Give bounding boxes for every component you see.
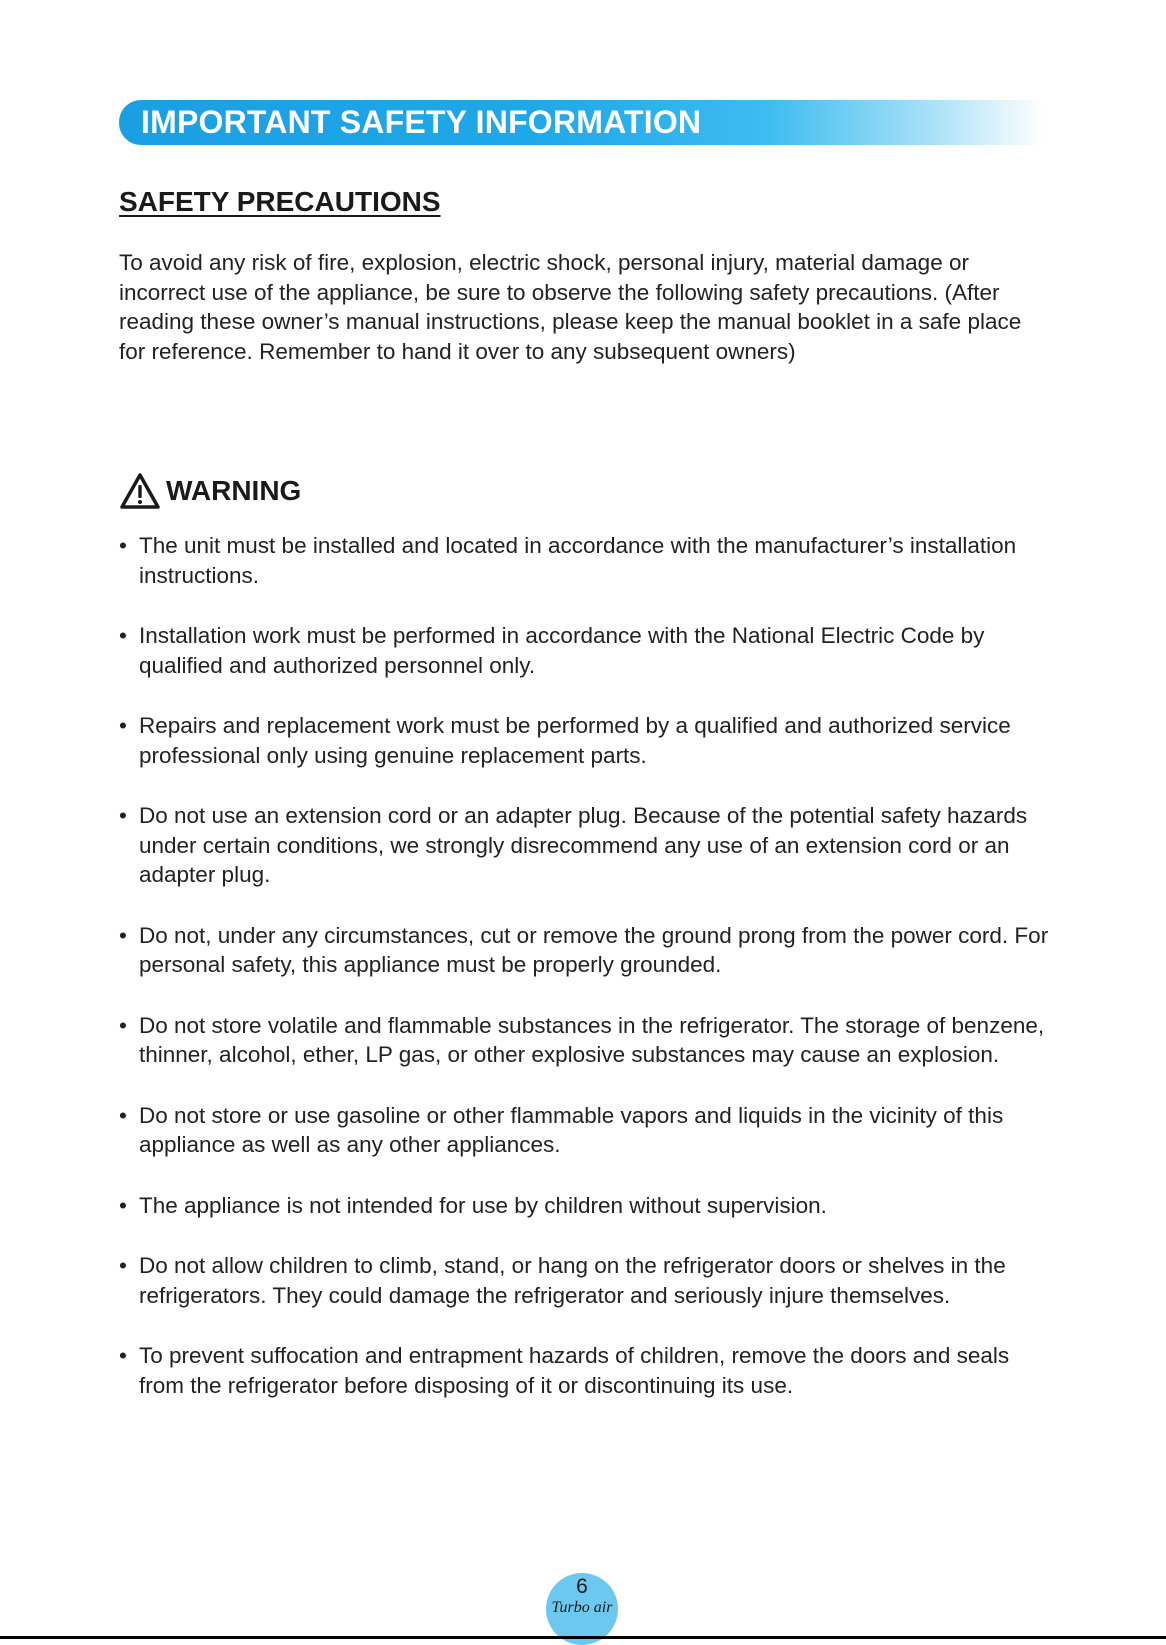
warning-item-text: Installation work must be performed in accordance with the National Electric Code by qualified and authorized personnel only. — [139, 623, 985, 678]
warning-item — [119, 1251, 1059, 1310]
warning-item — [119, 711, 1059, 770]
warning-item-text: To prevent suffocation and entrapment hazards of children, remove the doors and seals from the refrigerator before disposing of it or discontinuing its use. — [139, 1343, 1010, 1398]
warning-triangle-icon — [119, 472, 161, 510]
page-number: 6 — [576, 1575, 588, 1598]
bullet: • — [119, 533, 127, 558]
warning-item-text: The appliance is not intended for use by children without supervision. — [139, 1192, 827, 1218]
warning-item — [119, 801, 1059, 890]
bullet: • — [119, 623, 127, 648]
warning-item — [119, 621, 1059, 680]
warning-heading — [119, 472, 301, 510]
intro-paragraph: To avoid any risk of fire, explosion, electric shock, personal injury, material damage or incorrect use of the appliance, be sure to observe the following safety precautions. (After reading these owner’s manual instructions, please keep the manual booklet in a safe place for reference. Remember to hand it over to any subsequent owners) — [119, 250, 1022, 364]
warning-item — [119, 1011, 1059, 1070]
section-title: SAFETY PRECAUTIONS — [119, 186, 441, 217]
banner-title: IMPORTANT SAFETY INFORMATION — [141, 104, 702, 140]
page-badge — [546, 1573, 618, 1645]
warning-list — [119, 531, 1059, 1431]
warning-item — [119, 921, 1059, 980]
brand-logo: Turbo air — [551, 1599, 613, 1616]
warning-label: WARNING — [166, 475, 302, 506]
bullet: • — [119, 1253, 127, 1278]
warning-item-text: Repairs and replacement work must be performed by a qualified and authorized service professional only using genuine replacement parts. — [139, 713, 1011, 768]
bullet: • — [119, 922, 127, 948]
bullet: • — [119, 1012, 127, 1038]
warning-item-text: Do not store or use gasoline or other flammable vapors and liquids in the vicinity of this appliance as well as any other appliances. — [139, 1102, 1004, 1157]
warning-item-text: Do not allow children to climb, stand, or hang on the refrigerator doors or shelves in the refrigerators. They could damage the refrigerator and seriously injure themselves. — [139, 1253, 1006, 1308]
warning-item — [119, 1341, 1059, 1400]
bullet: • — [119, 713, 127, 738]
warning-item — [119, 531, 1059, 590]
warning-item-text: The unit must be installed and located in accordance with the manufacturer’s installation instructions. — [139, 533, 1017, 588]
section-banner — [119, 100, 1043, 145]
warning-item-text: Do not store volatile and flammable substances in the refrigerator. The storage of benzene, thinner, alcohol, ether, LP gas, or other explosive substances may cause an explosion. — [139, 1012, 1045, 1067]
bullet: • — [119, 1102, 127, 1128]
warning-item-text: Do not, under any circumstances, cut or remove the ground prong from the power cord. For personal safety, this appliance must be properly grounded. — [139, 922, 1049, 977]
warning-item-text: Do not use an extension cord or an adapter plug. Because of the potential safety hazards under certain conditions, we strongly disrecommend any use of an extension cord or an adapter plug. — [139, 803, 1028, 887]
bullet: • — [119, 803, 127, 828]
warning-item — [119, 1101, 1059, 1160]
bullet: • — [119, 1343, 127, 1368]
warning-item — [119, 1191, 1059, 1221]
bullet: • — [119, 1192, 127, 1218]
